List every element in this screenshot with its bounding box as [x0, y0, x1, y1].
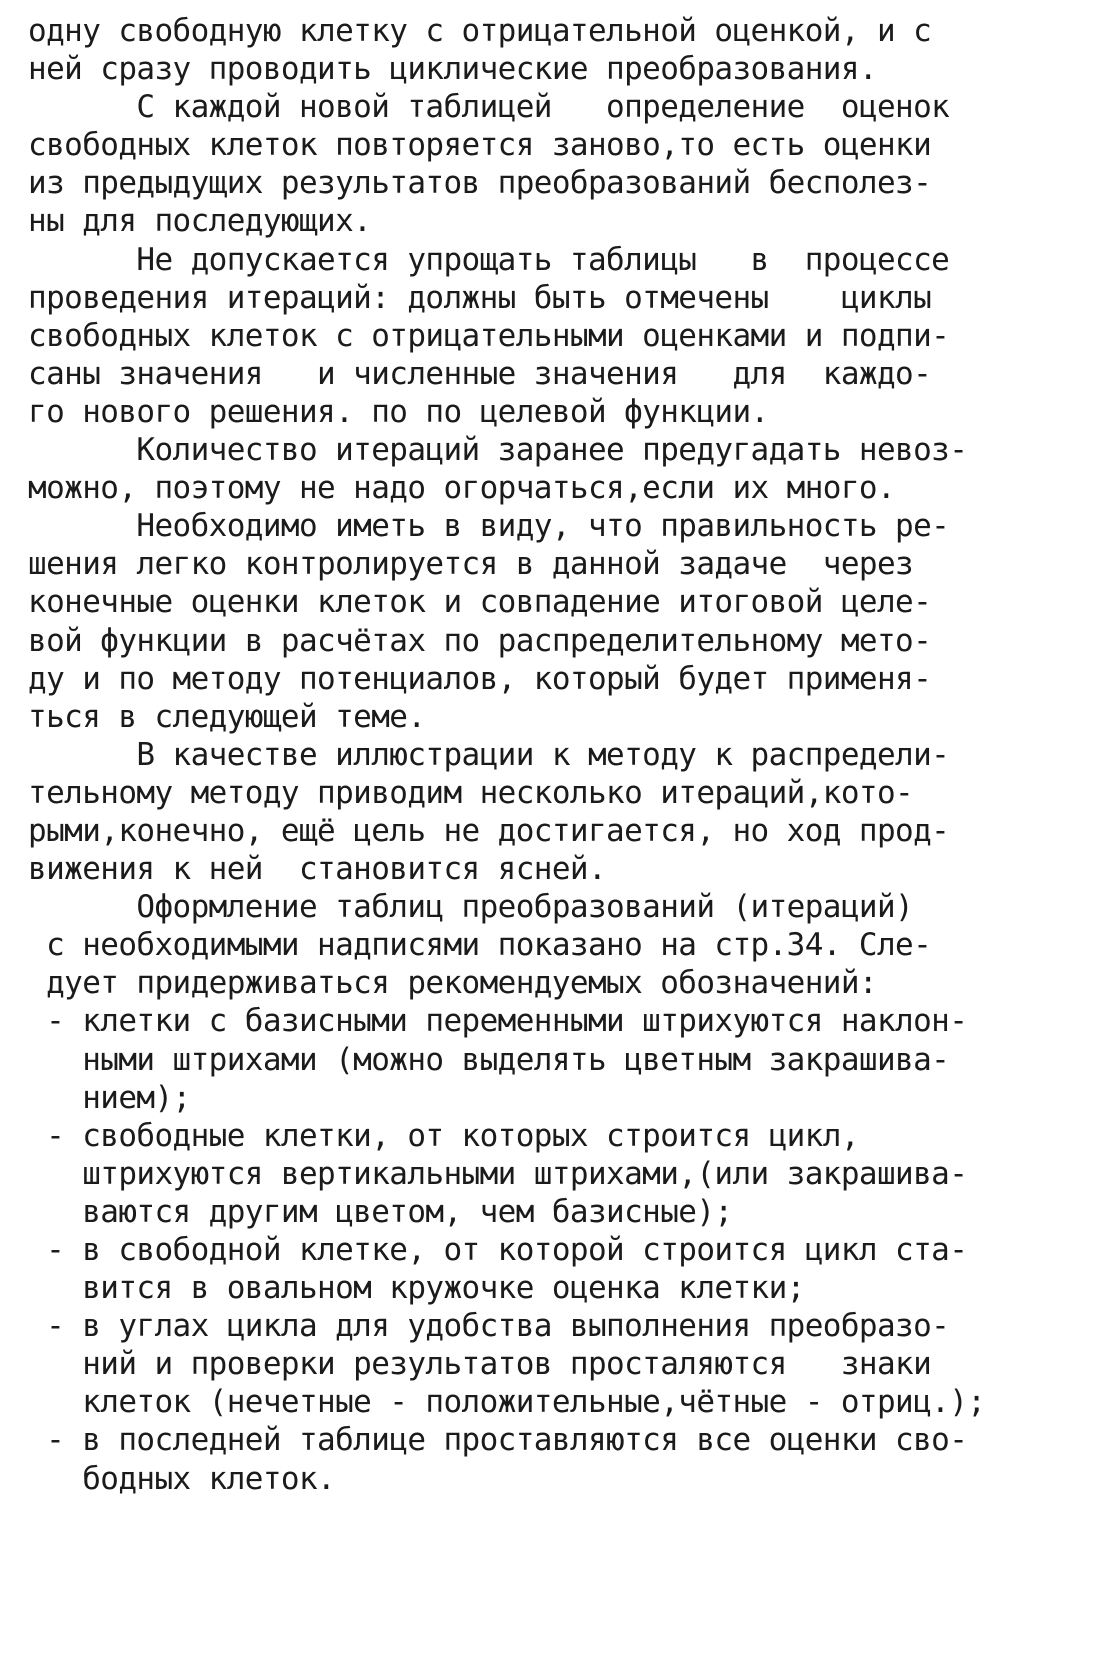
text-line: Необходимо иметь в виду, что правильность ре- [28, 508, 950, 545]
text-line: одну свободную клетку с отрицательной оценкой, и с [28, 13, 932, 49]
text-line: из предыдущих результатов преобразований бесполез- [28, 165, 932, 202]
list-item-continuation: ваются другим цветом, чем базисные); [28, 1193, 733, 1230]
text-line: саны значения и численные значения для каждо- [28, 355, 932, 392]
list-item-first-line: - в последней таблице проставляются все оценки сво- [28, 1422, 968, 1459]
list-item-continuation: вится в овальном кружочке оценка клетки; [28, 1270, 805, 1307]
text-line: вой функции в расчётах по распределительному мето- [28, 622, 932, 659]
text-line: Оформление таблиц преобразований (итераций) [28, 889, 914, 926]
text-line: свободных клеток с отрицательными оценками и подпи- [28, 317, 950, 354]
list-item-continuation: ний и проверки результатов просталяются знаки [28, 1346, 932, 1383]
text-line: с необходимыми надписями показано на стр.34. Сле- [28, 927, 932, 964]
text-line: С каждой новой таблицей определение оценок [28, 89, 950, 126]
text-line: ду и по методу потенциалов, который будет применя- [28, 660, 932, 697]
list-item [28, 1002, 1048, 1116]
text-line: ться в следующей теме. [28, 698, 426, 735]
text-line: шения легко контролируется в данной задаче через [28, 546, 914, 583]
text-line: ны для последующих. [28, 203, 372, 240]
list-item-continuation: нием); [28, 1079, 191, 1116]
list-item-first-line: - в свободной клетке, от которой строится цикл ста- [28, 1232, 968, 1268]
text-line: Количество итераций заранее предугадать невоз- [28, 432, 968, 469]
list-item-continuation: бодных клеток. [28, 1460, 336, 1497]
body-text [28, 12, 1048, 1498]
text-line: дует придерживаться рекомендуемых обозначений: [28, 965, 877, 1002]
text-line: проведения итераций: должны быть отмечены циклы [28, 279, 932, 316]
list-item [28, 1117, 1048, 1231]
text-line: ней сразу проводить циклические преобразования. [28, 51, 877, 88]
list-item-first-line: - свободные клетки, от которых строится цикл, [28, 1117, 877, 1154]
text-line: свободных клеток повторяется заново,то есть оценки [28, 127, 932, 164]
list-item-continuation: ными штрихами (можно выделять цветным закрашива- [28, 1041, 950, 1078]
list-item-continuation: штрихуются вертикальными штрихами,(или закрашива- [28, 1155, 968, 1192]
list-item [28, 1231, 1048, 1307]
list-item [28, 1421, 1048, 1497]
text-line: В качестве иллюстрации к методу к распредели- [28, 736, 950, 773]
text-line: рыми,конечно, ещё цель не достигается, но ход прод- [28, 812, 950, 849]
list-item-continuation: клеток (нечетные - положительные,чётные - отриц.); [28, 1384, 986, 1421]
text-line: го нового решения. по по целевой функции. [28, 393, 769, 430]
list-item-first-line: - в углах цикла для удобства выполнения преобразо- [28, 1308, 950, 1345]
text-line: вижения к ней становится ясней. [28, 851, 607, 888]
text-line: конечные оценки клеток и совпадение итоговой целе- [28, 584, 932, 621]
text-line: Не допускается упрощать таблицы в процессе [28, 241, 950, 278]
list-item [28, 1307, 1048, 1421]
list-item-first-line: - клетки с базисными переменными штрихуются наклон- [28, 1003, 968, 1040]
designation-list [28, 1002, 1048, 1497]
text-line: можно, поэтому не надо огорчаться,если их много. [28, 470, 896, 507]
text-line: тельному методу приводим несколько итераций,кото- [28, 774, 914, 811]
